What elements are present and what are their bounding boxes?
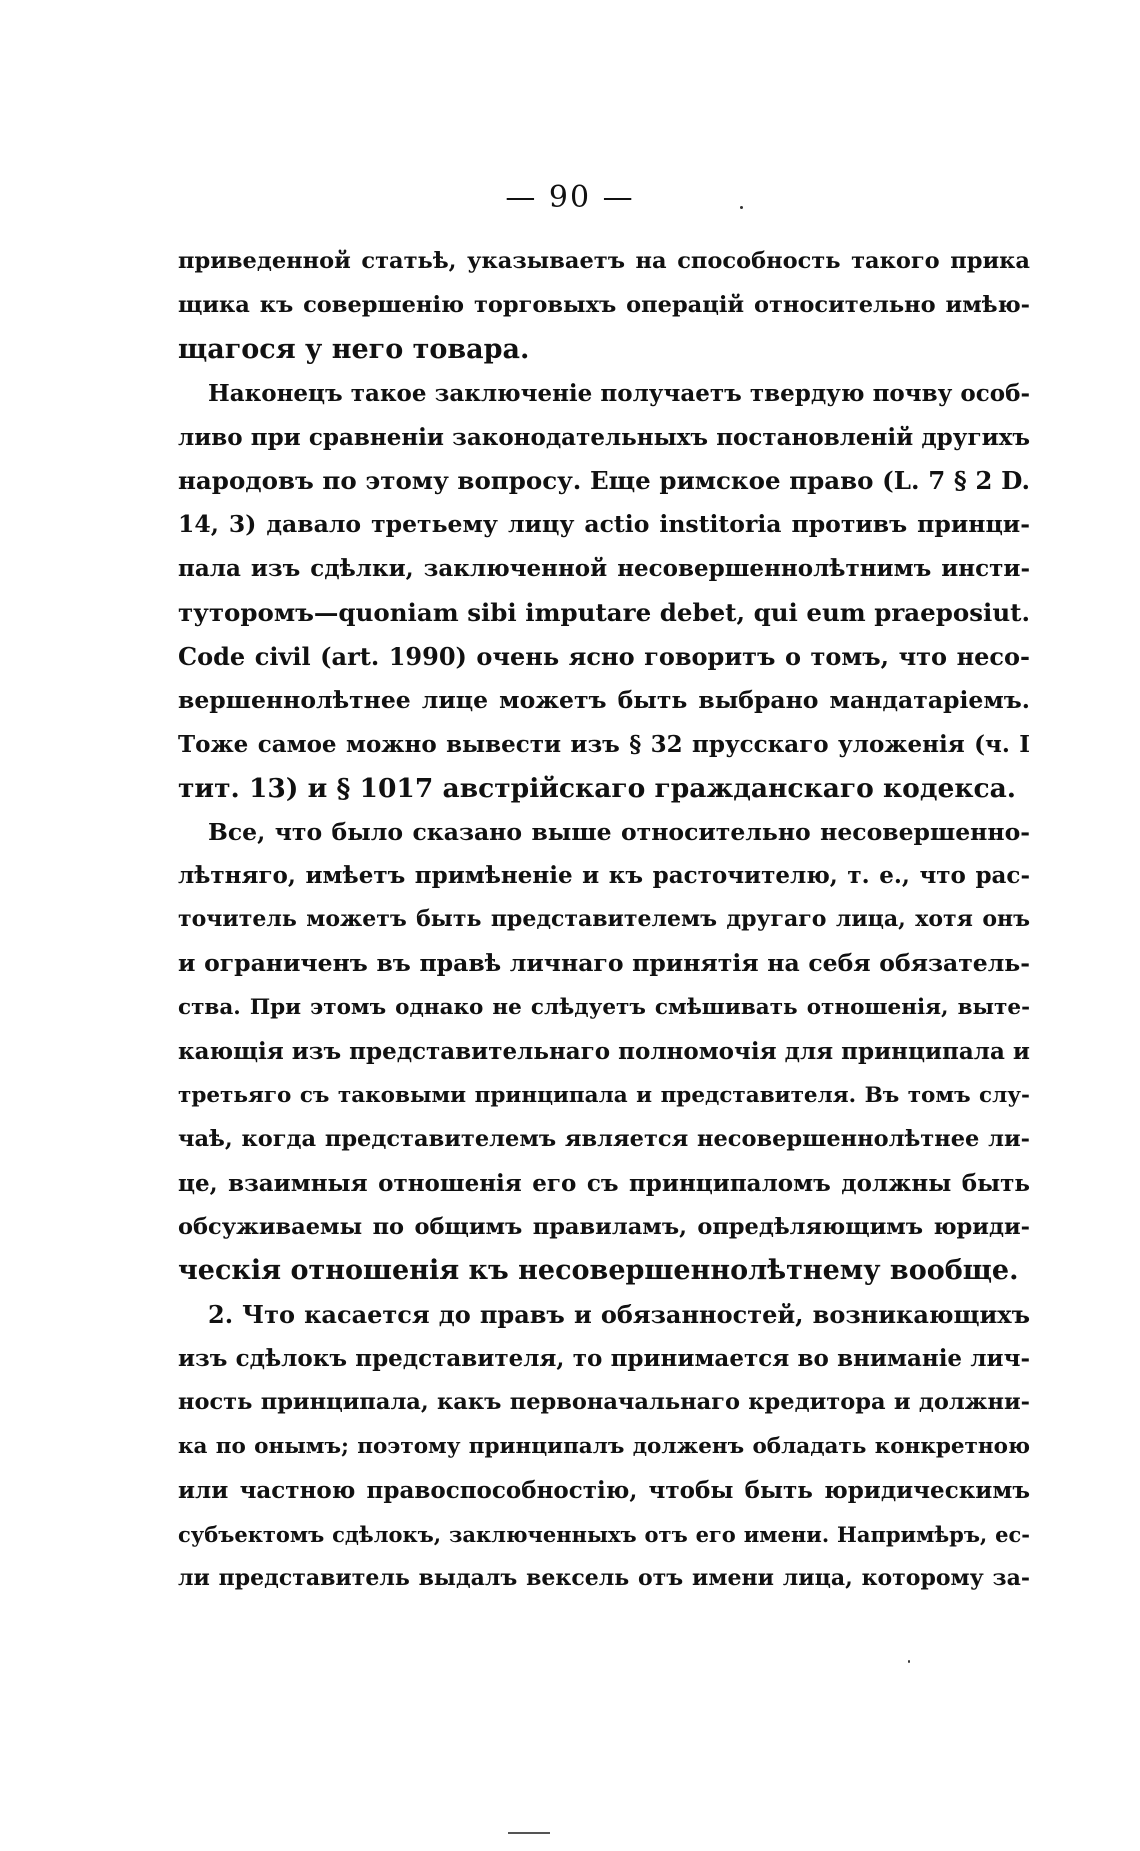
text-line: обсуживаемы по общимъ правиламъ, опредѣляющимъ юриди-	[178, 1213, 1030, 1240]
text-line: ли представитель выдалъ вексель отъ имени лица, которому за-	[178, 1564, 1030, 1591]
text-line: щика къ совершенію торговыхъ операцій относительно имѣю-	[178, 291, 1030, 318]
text-line: Тоже самое можно вывести изъ § 32 прусскаго уложенія (ч. I	[178, 730, 1030, 758]
text-line: ческія отношенія къ несовершеннолѣтнему вообще.	[178, 1255, 1019, 1287]
text-line: Наконецъ такое заключеніе получаетъ твердую почву особ-	[208, 379, 1030, 407]
text-line: кающія изъ представительнаго полномочія для принципала и	[178, 1038, 1030, 1066]
text-line: пала изъ сдѣлки, заключенной несовершеннолѣтнимъ инсти-	[178, 555, 1030, 583]
text-line: це, взаимныя отношенія его съ принципаломъ должны быть	[178, 1169, 1030, 1197]
print-speck	[908, 1660, 910, 1663]
text-line: ливо при сравненіи законодательныхъ постановленій другихъ	[178, 423, 1030, 451]
text-line: третьяго съ таковыми принципала и представителя. Въ томъ слу-	[178, 1082, 1030, 1108]
text-line: или частною правоспособностію, чтобы быть юридическимъ	[178, 1476, 1030, 1504]
text-line: туторомъ—quoniam sibi imputare debet, qui eum praeposiut.	[178, 598, 1030, 628]
text-line: Все, что было сказано выше относительно несовершенно-	[208, 817, 1030, 846]
text-line: изъ сдѣлокъ представителя, то принимается во вниманіе лич-	[178, 1345, 1030, 1373]
text-line: ность принципала, какъ первоначальнаго кредитора и должни-	[178, 1389, 1030, 1416]
text-line: ства. При этомъ однако не слѣдуетъ смѣшивать отношенія, выте-	[178, 995, 1030, 1021]
text-line: субъектомъ сдѣлокъ, заключенныхъ отъ его имени. Напримѣръ, ес-	[178, 1521, 1030, 1547]
print-speck	[740, 206, 743, 209]
text-line: точитель можетъ быть представителемъ другаго лица, хотя онъ	[178, 906, 1030, 933]
text-line: народовъ по этому вопросу. Еще римское право (L. 7 § 2 D.	[178, 466, 1030, 496]
text-line: приведенной статьѣ, указываетъ на способность такого прика	[178, 248, 1030, 274]
text-line: вершеннолѣтнее лице можетъ быть выбрано мандатаріемъ.	[178, 685, 1030, 714]
text-line: 14, 3) давало третьему лицу actio institoria противъ принци-	[178, 510, 1030, 539]
text-line: 2. Что касается до правъ и обязанностей, возникающихъ	[208, 1300, 1030, 1330]
text-body	[178, 240, 1030, 1601]
text-line: ка по онымъ; поэтому принципалъ долженъ обладать конкретною	[178, 1434, 1030, 1460]
text-line: и ограниченъ въ правѣ личнаго принятія на себя обязатель-	[178, 949, 1030, 978]
text-line: щагося у него товара.	[178, 333, 530, 365]
text-line: чаѣ, когда представителемъ является несовершеннолѣтнее ли-	[178, 1125, 1030, 1152]
page-number: — 90 —	[505, 180, 635, 215]
text-line: Code civil (art. 1990) очень ясно говоритъ о томъ, что несо-	[178, 642, 1030, 672]
text-line: лѣтняго, имѣетъ примѣненіе и къ расточителю, т. е., что рас-	[178, 862, 1030, 890]
print-dash-mark	[508, 1832, 550, 1834]
text-line: тит. 13) и § 1017 австрійскаго гражданскаго кодекса.	[178, 772, 1017, 804]
